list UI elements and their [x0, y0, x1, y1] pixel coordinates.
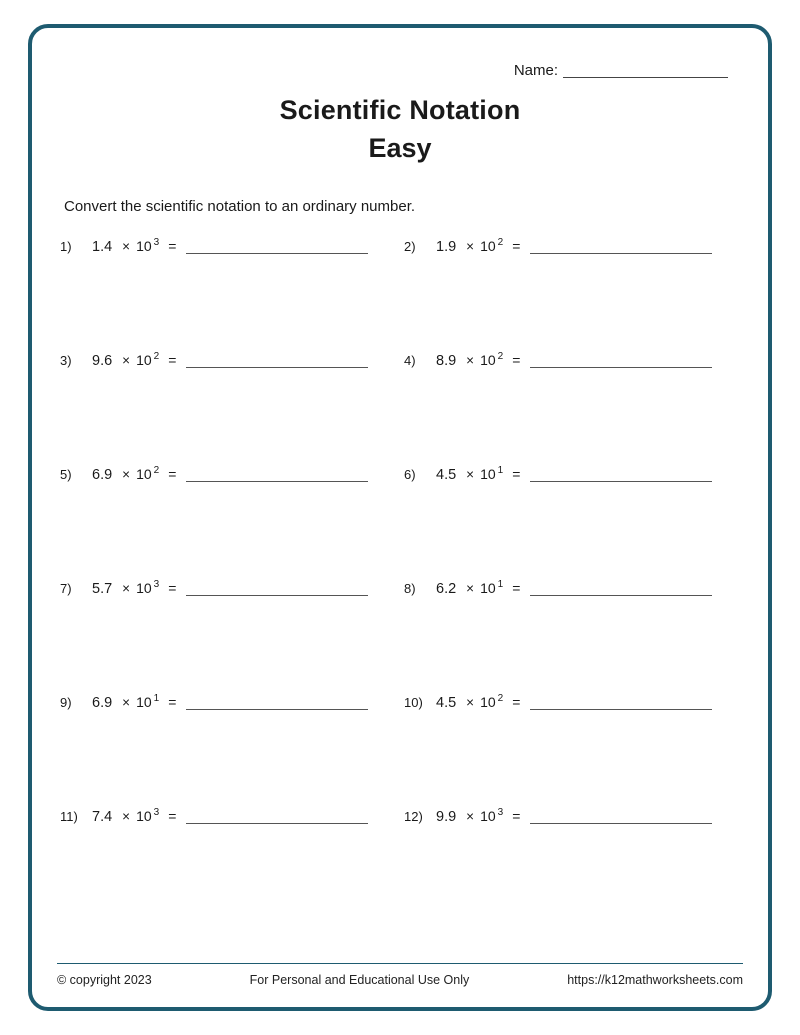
worksheet-page [28, 24, 772, 1011]
answer-blank-line[interactable] [186, 704, 368, 710]
exponent: 2 [153, 465, 160, 476]
problem-item [404, 465, 748, 579]
answer-blank-line[interactable] [186, 476, 368, 482]
base-number: 10 [480, 237, 496, 254]
exponent: 3 [153, 807, 160, 818]
exponent: 1 [497, 465, 504, 476]
multiplication-sign: × [122, 580, 131, 596]
problem-coefficient: 4.5 [436, 466, 457, 483]
exponent: 2 [497, 237, 504, 248]
base-number: 10 [136, 807, 152, 824]
problem-coefficient: 1.4 [92, 238, 113, 255]
exponent: 1 [497, 579, 504, 590]
problem-number: 6) [404, 466, 416, 482]
multiplication-sign: × [122, 352, 131, 368]
name-blank-line[interactable] [563, 72, 728, 78]
copyright-text: © copyright 2023 [57, 973, 152, 987]
base-number: 10 [480, 351, 496, 368]
base-number: 10 [480, 807, 496, 824]
answer-blank-line[interactable] [530, 818, 712, 824]
multiplication-sign: × [466, 580, 475, 596]
exponent: 1 [153, 693, 160, 704]
equals-sign: = [168, 693, 177, 710]
answer-blank-line[interactable] [186, 362, 368, 368]
exponent: 2 [497, 693, 504, 704]
base-number: 10 [136, 351, 152, 368]
problem-number: 2) [404, 238, 416, 254]
base-number: 10 [480, 465, 496, 482]
problem-coefficient: 9.9 [436, 808, 457, 825]
answer-blank-line[interactable] [530, 590, 712, 596]
base-number: 10 [480, 579, 496, 596]
multiplication-sign: × [122, 466, 131, 482]
equals-sign: = [512, 579, 521, 596]
problem-number: 4) [404, 352, 416, 368]
name-label: Name: [513, 62, 558, 79]
problem-number: 9) [60, 694, 72, 710]
base-number: 10 [136, 465, 152, 482]
answer-blank-line[interactable] [186, 590, 368, 596]
multiplication-sign: × [122, 808, 131, 824]
equals-sign: = [168, 579, 177, 596]
problem-coefficient: 9.6 [92, 352, 113, 369]
equals-sign: = [512, 693, 521, 710]
problem-item [60, 693, 404, 807]
instruction-text: Convert the scientific notation to an ordinary number. [64, 198, 416, 215]
problem-number: 12) [404, 808, 423, 824]
multiplication-sign: × [122, 694, 131, 710]
problem-item [60, 807, 404, 921]
problem-coefficient: 6.9 [92, 466, 113, 483]
base-number: 10 [136, 237, 152, 254]
problem-coefficient: 7.4 [92, 808, 113, 825]
base-number: 10 [136, 579, 152, 596]
problem-coefficient: 6.2 [436, 580, 457, 597]
worksheet-title: Scientific Notation [279, 95, 521, 125]
exponent: 3 [497, 807, 504, 818]
problem-item [404, 807, 748, 921]
footer [57, 963, 743, 987]
problem-number: 11) [60, 808, 78, 824]
problem-number: 7) [60, 580, 72, 596]
answer-blank-line[interactable] [530, 362, 712, 368]
answer-blank-line[interactable] [530, 476, 712, 482]
equals-sign: = [168, 237, 177, 254]
multiplication-sign: × [466, 694, 475, 710]
multiplication-sign: × [122, 238, 131, 254]
problem-number: 10) [404, 694, 423, 710]
problem-coefficient: 8.9 [436, 352, 457, 369]
multiplication-sign: × [466, 352, 475, 368]
answer-blank-line[interactable] [186, 818, 368, 824]
base-number: 10 [136, 693, 152, 710]
exponent: 3 [153, 237, 160, 248]
answer-blank-line[interactable] [530, 248, 712, 254]
problem-coefficient: 4.5 [436, 694, 457, 711]
problem-item [60, 237, 404, 351]
problem-coefficient: 6.9 [92, 694, 113, 711]
problems-grid [60, 237, 768, 921]
website-url[interactable]: https://k12mathworksheets.com [567, 973, 743, 987]
equals-sign: = [168, 807, 177, 824]
problem-number: 1) [60, 238, 72, 254]
multiplication-sign: × [466, 808, 475, 824]
equals-sign: = [512, 465, 521, 482]
problem-item [60, 579, 404, 693]
problem-item [404, 693, 748, 807]
equals-sign: = [512, 351, 521, 368]
worksheet-subtitle: Easy [368, 133, 432, 163]
answer-blank-line[interactable] [186, 248, 368, 254]
exponent: 2 [153, 351, 160, 362]
problem-item [404, 237, 748, 351]
problem-number: 8) [404, 580, 416, 596]
problem-coefficient: 5.7 [92, 580, 113, 597]
problem-coefficient: 1.9 [436, 238, 457, 255]
name-row [32, 62, 728, 79]
problem-item [60, 351, 404, 465]
answer-blank-line[interactable] [530, 704, 712, 710]
usage-text: For Personal and Educational Use Only [249, 973, 470, 987]
equals-sign: = [512, 237, 521, 254]
problem-number: 3) [60, 352, 72, 368]
problem-item [404, 579, 748, 693]
base-number: 10 [480, 693, 496, 710]
equals-sign: = [512, 807, 521, 824]
exponent: 3 [153, 579, 160, 590]
problem-item [404, 351, 748, 465]
multiplication-sign: × [466, 466, 475, 482]
equals-sign: = [168, 465, 177, 482]
exponent: 2 [497, 351, 504, 362]
problem-number: 5) [60, 466, 72, 482]
multiplication-sign: × [466, 238, 475, 254]
problem-item [60, 465, 404, 579]
equals-sign: = [168, 351, 177, 368]
